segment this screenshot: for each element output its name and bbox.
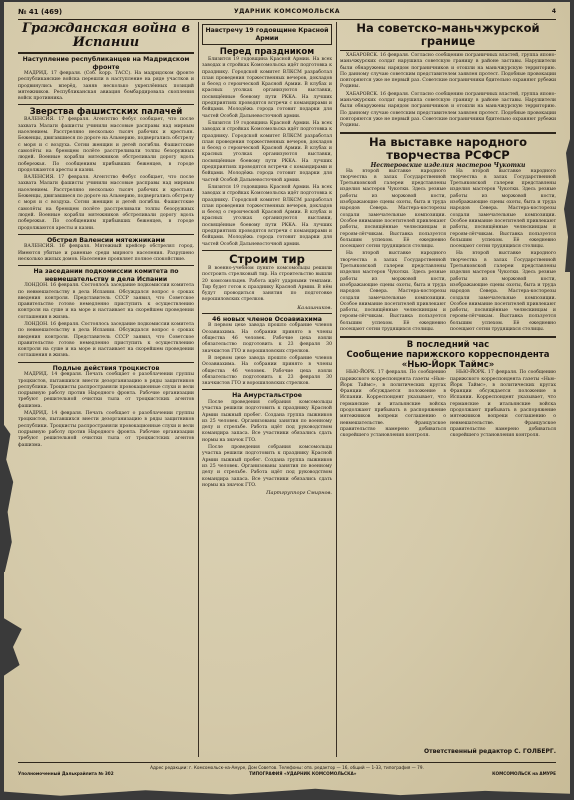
column-spain xyxy=(18,22,194,757)
page-header xyxy=(18,6,556,20)
paper-name: УДАРНИК КОМСОМОЛЬСКА xyxy=(233,8,341,15)
holiday-text: Близится 19 годовщина Красной Армии. На всех заводах и стройках Комсомольска идёт подготовка к празднику. Городской комитет ВЛКСМ разработал план проведения торжественных вечеров, докладов и бесед о героической Красной Армии. В клубах и красных уголках организуются выставки, посвящённые боевому пути РККА. На лучших предприятиях проводятся встречи с командирами и бойцами. Молодёжь города готовит подарки для частей Особой Дальневосточной армии. xyxy=(202,57,332,119)
holiday-heading: Перед праздником xyxy=(219,47,315,57)
newspaper-page xyxy=(4,2,570,798)
atrocities-heading: Зверства фашистских палачей xyxy=(29,107,183,118)
border-text: ХАБАРОВСК. 16 февраля. Согласно сообщению пограничных властей, группа японо-маньчжурских солдат нарушила советскую границу в районе заставы. Нарушители были обнаружены нарядом пограничников и отошли на маньчжурскую территорию. По данному случаю советским представителем заявлен протест. Подобные провокации повторяются уже не первый раз. Советские пограничники бдительно охраняют рубежи Родины. xyxy=(340,53,556,90)
shooting-range-text: В военно-учебном пункте комсомольцы решили построить стрелковый тир. На строительство вышли 20 комсомольцев. Работа идёт ударными темпами. Тир будет готов к празднику Красной Армии. В нём будут проводиться занятия по подготовке ворошиловских стрелков. xyxy=(202,265,332,303)
spain-war-heading: Гражданская война в Испании xyxy=(21,22,191,50)
new-members-text-cont: В первом цехе завода прошло собрание членов Осоавиахима. На собрании принято в члены общества 46 человек. Рабочие цеха взяли обязательство подготовить к 23 февраля 30 значкистов ГТО и ворошиловских стрелков. xyxy=(202,355,332,387)
footer-censor: Уполномоченный Далькрайлита № 302 xyxy=(18,771,114,776)
trotskyists-heading: Подлые действия троцкистов xyxy=(52,364,160,372)
offense-text: МАДРИД. 17 февраля. (Соб. корр. ТАСС). На мадридском фронте республиканские войска перешли в наступление на ряде участков и продвинулись вперёд, заняв несколько укреплённых позиций мятежников. Республиканская авиация бомбардировала скопления войск противника. xyxy=(18,71,194,102)
trotskyists-text: МАДРИД. 14 февраля. Печать сообщает о разоблачении группы троцкистов, пытавшихся внести дезорганизацию в ряды защитников республики. Троцкисты распространяли провокационные слухи и вели подрывную работу против Народного фронта. Рабочие организации требуют решительной очистки тыла от троцкистских агентов фашизма. xyxy=(18,372,194,409)
shooting-range-heading: Строим тир xyxy=(229,251,305,266)
exhibition-text-col2-cont: На второй выставке народного творчества в залах Государственной Третьяковской галереи представлены изделия мастеров Чукотки. Здесь резные работы из моржовой кости, изображающие сцены охоты, быта и труда народов Севера. Мастера-косторезы создали замечательные композиции. Особое внимание посетителей привлекают работы, посвящённые челюскинцам и героям-лётчикам. Выставка пользуется большим успехом. Её ежедневно посещают сотни трудящихся столицы. xyxy=(450,251,556,332)
issue-number: № 41 (469) xyxy=(18,8,63,16)
footer-city: КОМСОМОЛЬСК на АМУРЕ xyxy=(492,771,556,776)
footer-address: Адрес редакции: г. Комсомольск-на-Амуре, Дом Советов. Телефоны: отв. редактор — 16, общий — 1-33, типография — 79. xyxy=(150,765,424,770)
new-members-heading: 46 новых членов Осоавиахима xyxy=(212,315,322,323)
nyt-heading: Сообщение парижского корреспондента «Нью-Йорк Таймс» xyxy=(346,350,550,371)
offense-heading: Наступление республиканцев на Мадридском фронте xyxy=(22,56,190,71)
torn-edge-right xyxy=(562,132,570,272)
amurstal-text: После проведения собрания комсомольцы участка решили подготовить к празднику Красной Армии лыжный пробег. Создана группа лыжников из 25 человек. Организованы занятия по военному делу и стрельбе. Работа идёт под руководством командира запаса. Все участники обязались сдать нормы на значок ГТО. xyxy=(202,399,332,443)
exhibition-text-cont: На второй выставке народного творчества в залах Государственной Третьяковской галереи представлены изделия мастеров Чукотки. Здесь резные работы из моржовой кости, изображающие сцены охоты, быта и труда народов Севера. Мастера-косторезы создали замечательные композиции. Особое внимание посетителей привлекают работы, посвящённые челюскинцам и героям-лётчикам. Выставка пользуется большим успехом. Её ежедневно посещают сотни трудящихся столицы. xyxy=(340,251,446,332)
border-text-cont: ХАБАРОВСК. 16 февраля. Согласно сообщению пограничных властей, группа японо-маньчжурских солдат нарушила советскую границу в районе заставы. Нарушители были обнаружены нарядом пограничников и отошли на маньчжурскую территорию. По данному случаю советским представителем заявлен протест. Подобные провокации повторяются уже не первый раз. Советские пограничники бдительно охраняют рубежи Родины. xyxy=(340,91,556,129)
last-hour-heading: В последний час xyxy=(406,340,490,351)
committee-text-cont: ЛОНДОН. 16 февраля. Состоялось заседание подкомиссии комитета по невмешательству в дела Испании. Обсуждался вопрос о сроках введения контроля. Представитель СССР заявил, что Советское правительство готово немедленно приступить к осуществлению контроля на суше и на море и настаивает на скорейшем проведении соглашения в жизнь. xyxy=(18,322,194,359)
nyt-text: НЬЮ-ЙОРК. 17 февраля. По сообщению парижского корреспондента газеты «Нью-Йорк Таймс», в политических кругах Франции обсуждается положение в Испании. Корреспондент указывает, что германские и итальянские войска продолжают прибывать в распоряжение мятежников вопреки соглашению о невмешательстве. Французское правительство намерено добиваться скорейшего установления контроля. xyxy=(340,370,446,439)
column-news xyxy=(340,22,556,757)
trotskyists-text-cont: МАДРИД. 14 февраля. Печать сообщает о разоблачении группы троцкистов, пытавшихся внести дезорганизацию в ряды защитников республики. Троцкисты распространяли провокационные слухи и вели подрывную работу против Народного фронта. Рабочие организации требуют решительной очистки тыла от троцкистских агентов фашизма. xyxy=(18,411,194,448)
page-footer xyxy=(18,748,556,792)
amurstal-heading: На Амурстальстрое xyxy=(232,392,302,400)
holiday-text-cont: Близится 19 годовщина Красной Армии. На всех заводах и стройках Комсомольска идёт подготовка к празднику. Городской комитет ВЛКСМ разработал план проведения торжественных вечеров, докладов и бесед о героической Красной Армии. В клубах и красных уголках организуются выставки, посвящённые боевому пути РККА. На лучших предприятиях проводятся встречи с командирами и бойцами. Молодёжь города готовит подарки для частей Особой Дальневосточной армии. xyxy=(202,120,332,183)
torn-edge-left xyxy=(4,422,16,572)
atrocities-text: ВАЛЕНСИЯ. 17 февраля. Агентство Фебус сообщает, что после захвата Малаги фашисты учинили массовые расправы над мирным населением. Расстреляно несколько тысяч рабочих и крестьян. Беженцы, двигавшиеся по дороге на Альмерию, подвергались обстрелу с моря и с воздуха. Сотни женщин и детей погибли. Фашистские самолёты на бреющем полёте расстреливали толпы безоружных людей. Военные корабли мятежников обстреливали дорогу вдоль побережья. По сообщениям прибывших беженцев, в городе продолжаются аресты и казни. xyxy=(18,117,194,173)
amurstal-text-cont: После проведения собрания комсомольцы участка решили подготовить к празднику Красной Армии лыжный пробег. Создана группа лыжников из 25 человек. Организованы занятия по военному делу и стрельбе. Работа идёт под руководством командира запаса. Все участники обязались сдать нормы на значок ГТО. xyxy=(202,445,332,488)
exhibition-subheading: Нестеровские изделия мастеров Чукотки xyxy=(370,161,526,169)
shelling-text: ВАЛЕНСИЯ. 16 февраля. Мятежный крейсер обстрелял город. Имеются убитые и раненые среди мирного населения. Разрушено несколько жилых домов. Население проявляет полное спокойствие. xyxy=(18,244,194,262)
new-members-text: В первом цехе завода прошло собрание членов Осоавиахима. На собрании принято в члены общества 46 человек. Рабочие цеха взяли обязательство подготовить к 23 февраля 30 значкистов ГТО и ворошиловских стрелков. xyxy=(202,323,332,354)
holiday-text-cont2: Близится 19 годовщина Красной Армии. На всех заводах и стройках Комсомольска идёт подготовка к празднику. Городской комитет ВЛКСМ разработал план проведения торжественных вечеров, докладов и бесед о героической Красной Армии. В клубах и красных уголках организуются выставки, посвящённые боевому пути РККА. На лучших предприятиях проводятся встречи с командирами и бойцами. Молодёжь города готовит подарки для частей Особой Дальневосточной армии. xyxy=(202,184,332,247)
committee-text: ЛОНДОН. 16 февраля. Состоялось заседание подкомиссии комитета по невмешательству в дела Испании. Обсуждался вопрос о сроках введения контроля. Представитель СССР заявил, что Советское правительство готово немедленно приступить к осуществлению контроля на суше и на море и настаивает на скорейшем проведении соглашения в жизнь. xyxy=(18,283,194,320)
amurstal-signature: Партгруппорг Смирнов. xyxy=(266,490,332,497)
shelling-heading: Обстрел Валенсии мятежниками xyxy=(47,236,165,244)
red-army-heading: Навстречу 19 годовщине Красной Армии xyxy=(205,27,329,42)
page-number: 4 xyxy=(551,8,556,15)
footer-printer: ТИПОГРАФИЯ «УДАРНИК КОМСОМОЛЬСКА» xyxy=(249,771,357,776)
exhibition-heading: На выставке народного творчества РСФСР xyxy=(368,134,528,162)
column-red-army xyxy=(202,22,332,757)
exhibition-text-col2: На второй выставке народного творчества в залах Государственной Третьяковской галереи представлены изделия мастеров Чукотки. Здесь резные работы из моржовой кости, изображающие сцены охоты, быта и труда народов Севера. Мастера-косторезы создали замечательные композиции. Особое внимание посетителей привлекают работы, посвящённые челюскинцам и героям-лётчикам. Выставка пользуется большим успехом. Её ежедневно посещают сотни трудящихся столицы. xyxy=(450,168,556,250)
editor-line: Ответственный редактор С. ГОЛБЕРГ. xyxy=(424,748,556,755)
atrocities-text-cont: ВАЛЕНСИЯ. 17 февраля. Агентство Фебус сообщает, что после захвата Малаги фашисты учинили массовые расправы над мирным населением. Расстреляно несколько тысяч рабочих и крестьян. Беженцы, двигавшиеся по дороге на Альмерию, подвергались обстрелу с моря и с воздуха. Сотни женщин и детей погибли. Фашистские самолёты на бреющем полёте расстреливали толпы безоружных людей. Военные корабли мятежников обстреливали дорогу вдоль побережья. По сообщениям прибывших беженцев, в городе продолжаются аресты и казни. xyxy=(18,175,194,231)
border-heading: На советско-маньчжурской границе xyxy=(356,22,540,48)
shooting-range-signature: Калашников. xyxy=(297,304,332,311)
committee-heading: На заседании подкомиссии комитета по невмешательству в дела Испании xyxy=(33,268,179,283)
exhibition-text: На второй выставке народного творчества в залах Государственной Третьяковской галереи представлены изделия мастеров Чукотки. Здесь резные работы из моржовой кости, изображающие сцены охоты, быта и труда народов Севера. Мастера-косторезы создали замечательные композиции. Особое внимание посетителей привлекают работы, посвящённые челюскинцам и героям-лётчикам. Выставка пользуется большим успехом. Её ежедневно посещают сотни трудящихся столицы. xyxy=(340,168,446,250)
nyt-text-col2: НЬЮ-ЙОРК. 17 февраля. По сообщению парижского корреспондента газеты «Нью-Йорк Таймс», в политических кругах Франции обсуждается положение в Испании. Корреспондент указывает, что германские и итальянские войска продолжают прибывать в распоряжение мятежников вопреки соглашению о невмешательстве. Французское правительство намерено добиваться скорейшего установления контроля. xyxy=(450,370,556,439)
